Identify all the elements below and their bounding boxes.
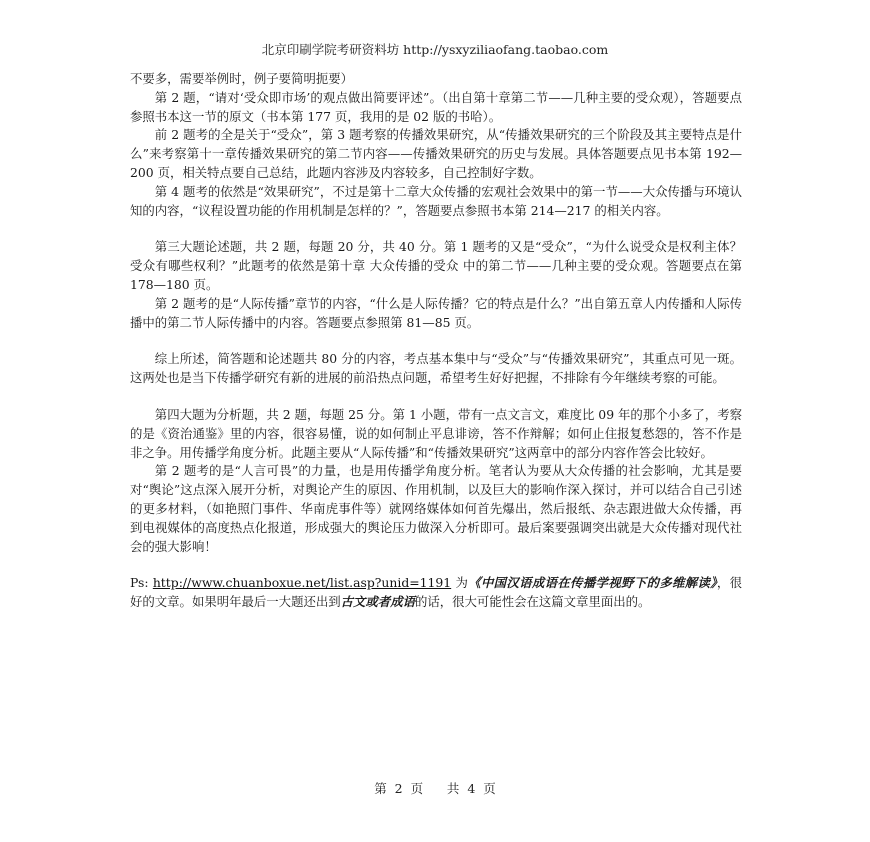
paragraph-gap [130,332,742,350]
paragraph: 第 2 题，“请对‘受众即市场’的观点做出简要评述”。（出自第十章第二节——几种主要的受众观），答题要点参照书本这一节的原文（书本第 177 页，我用的是 02 版的书哈）。 [130,89,742,124]
paragraph: 第 2 题考的是“人际传播”章节的内容，“什么是人际传播？它的特点是什么？”出自第五章人内传播和人际传播中的第二节人际传播中的内容。答题要点参照第 81—85 页。 [130,295,742,330]
ps-text: 的话，很大可能性会在这篇文章里面出的。 [414,594,651,610]
paragraph-gap [130,220,742,238]
paragraph: 综上所述，简答题和论述题共 80 分的内容，考点基本集中与“受众”与“传播效果研究”，其重点可见一斑。这两处也是当下传播学研究有新的进展的前沿热点问题，希望考生好好把握，不排除有今年继续考察的可能。 [130,351,742,386]
paragraph: 不要多，需要举例时，例子要简明扼要） [130,71,354,86]
ps-link[interactable]: http://www.chuanboxue.net/list.asp?unid=1191 [152,575,452,591]
page-header: 北京印刷学院考研资料坊 http://ysxyziliaofang.taobao.com [261,42,609,57]
paragraph-gap [130,388,742,406]
ps-prefix: Ps: [130,575,153,591]
paragraph: 第四大题为分析题，共 2 题，每题 25 分。第 1 小题，带有一点文言文，难度比 09 年的那个小多了，考察的是《资治通鉴》里的内容，很容易懂，说的如何制止平息诽谤，答不作辩解；如何止住报复愁怨的，答不作是非之争。用传播学角度分析。此题主要从“人际传播”和“传播效果研究”这两章中的部分内容作答会比较好。 [130,406,742,460]
ps-text: ，很好的文章。如果明年最后一大题还出到 [130,575,742,610]
ps-emphasis: 古文或者成语 [340,594,415,610]
ps-text: 为 [451,575,469,591]
page-footer: 第 2 页 共 4 页 [374,781,496,796]
paragraph: 第 4 题考的依然是“效果研究”，不过是第十二章大众传播的宏观社会效果中的第一节——大众传播与环境认知的内容，“议程设置功能的作用机制是怎样的？”，答题要点参照书本第 214—217 的相关内容。 [130,183,742,218]
paragraph: 第三大题论述题，共 2 题，每题 20 分，共 40 分。第 1 题考的又是“受众”，“为什么说受众是权利主体？受众有哪些权利？”此题考的依然是第十章 大众传播的受众 中的第二节——几种主要的受众观。答题要点在第 178—180 页。 [130,239,742,292]
ps-article-title: 《中国汉语成语在传播学视野下的多维解读》 [468,575,717,591]
paragraph: 前 2 题考的全是关于“受众”，第 3 题考察的传播效果研究，从“传播效果研究的三个阶段及其主要特点是什么”来考察第十一章传播效果研究的第二节内容——传播效果研究的历史与发展。具体答题要点见书本第 192—200 页，相关特点要自己总结，此题内容涉及内容较多，自己控制好字数。 [130,127,742,180]
document-body [130,70,742,612]
ps-paragraph [130,574,742,612]
paragraph: 第 2 题考的是“人言可畏”的力量，也是用传播学角度分析。笔者认为要从大众传播的社会影响，尤其是要对“舆论”这点深入展开分析，对舆论产生的原因、作用机制，以及巨大的影响作深入探讨，并可以结合自己引述的更多材料，（如艳照门事件、华南虎事件等）就网络媒体如何首先爆出，然后报纸、杂志跟进做大众传播，再到电视媒体的高度热点化报道，形成强大的舆论压力做深入分析即可。最后案要强调突出就是大众传播对现代社会的强大影响！ [130,463,742,554]
paragraph-gap [130,556,742,574]
